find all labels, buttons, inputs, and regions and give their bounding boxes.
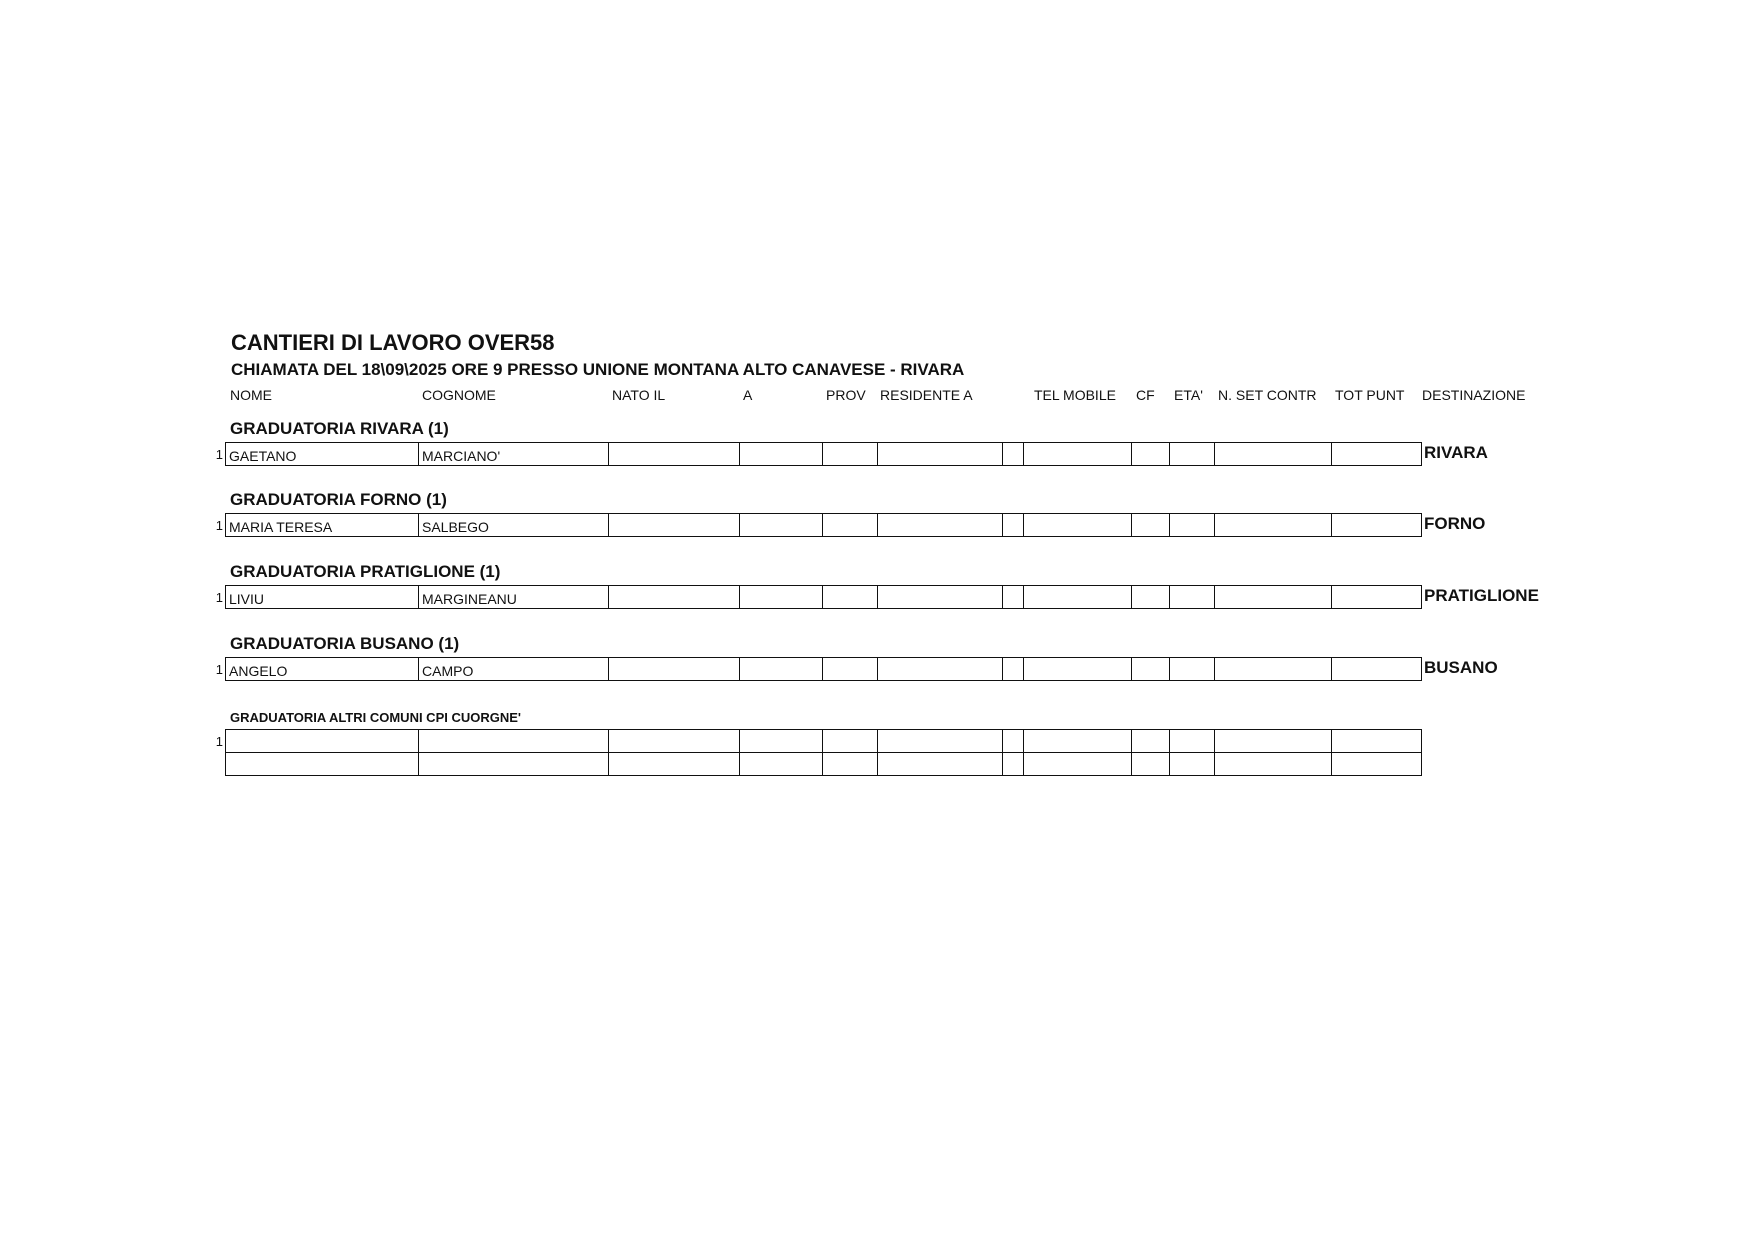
cell-tel-mobile [1024,514,1132,537]
row-number: 1 [215,590,223,605]
cell-n-set-contr [1215,514,1332,537]
table-row [226,730,1422,753]
row-number: 1 [215,447,223,462]
cell-residente-a [878,443,1003,466]
cell-cf [1132,658,1170,681]
row-number: 1 [215,734,223,749]
cell-a [740,443,823,466]
col-header-n-set-contr: N. SET CONTR [1218,387,1317,403]
cell-n-set-contr [1215,443,1332,466]
table-row [225,585,1422,609]
cell-cf [1132,586,1170,609]
table-row [225,657,1422,681]
cell-blank [1003,443,1024,466]
cell-nome: GAETANO [226,443,419,466]
cell-cognome: SALBEGO [419,514,609,537]
cell-nato-il [609,443,740,466]
cell-tel-mobile [1024,586,1132,609]
cell-tel-mobile [1024,443,1132,466]
table-row [225,513,1422,537]
cell-residente-a [878,586,1003,609]
cell-eta [1170,443,1215,466]
section-title-pratiglione: GRADUATORIA PRATIGLIONE (1) [230,562,501,581]
destination-pratiglione: PRATIGLIONE [1424,586,1539,605]
cell-eta [1170,514,1215,537]
col-header-cognome: COGNOME [422,387,496,403]
row-number: 1 [215,662,223,677]
cell-nome: ANGELO [226,658,419,681]
cell-nome: LIVIU [226,586,419,609]
table-empty-rows [225,729,1422,776]
cell-cf [1132,443,1170,466]
cell-tot-punt [1332,514,1422,537]
cell-tot-punt [1332,586,1422,609]
section-title-busano: GRADUATORIA BUSANO (1) [230,634,460,653]
destination-forno: FORNO [1424,514,1486,533]
cell-prov [823,586,878,609]
cell-eta [1170,658,1215,681]
col-header-tot-punt: TOT PUNT [1335,387,1405,403]
cell-prov [823,658,878,681]
cell-a [740,586,823,609]
section-title-rivara: GRADUATORIA RIVARA (1) [230,419,449,438]
col-header-residente-a: RESIDENTE A [880,387,973,403]
cell-cognome: MARGINEANU [419,586,609,609]
section-title-forno: GRADUATORIA FORNO (1) [230,490,447,509]
col-header-cf: CF [1136,387,1155,403]
cell-n-set-contr [1215,586,1332,609]
cell-nome: MARIA TERESA [226,514,419,537]
table-row [226,753,1422,776]
cell-nato-il [609,586,740,609]
cell-tot-punt [1332,658,1422,681]
document-title: CANTIERI DI LAVORO OVER58 [231,330,555,355]
destination-busano: BUSANO [1424,658,1498,677]
col-header-a: A [743,387,753,403]
col-header-destinazione: DESTINAZIONE [1422,387,1526,403]
col-header-eta: ETA' [1174,387,1203,403]
cell-tel-mobile [1024,658,1132,681]
cell-residente-a [878,658,1003,681]
cell-cognome: MARCIANO' [419,443,609,466]
cell-blank [1003,514,1024,537]
cell-prov [823,443,878,466]
cell-a [740,514,823,537]
cell-a [740,658,823,681]
cell-blank [1003,586,1024,609]
col-header-prov: PROV [826,387,866,403]
cell-nato-il [609,514,740,537]
cell-n-set-contr [1215,658,1332,681]
destination-rivara: RIVARA [1424,443,1488,462]
cell-nato-il [609,658,740,681]
cell-eta [1170,586,1215,609]
col-header-nome: NOME [230,387,272,403]
col-header-nato-il: NATO IL [612,387,666,403]
cell-prov [823,514,878,537]
row-number: 1 [215,518,223,533]
cell-residente-a [878,514,1003,537]
document-subtitle: CHIAMATA DEL 18\09\2025 ORE 9 PRESSO UNIONE MONTANA ALTO CANAVESE - RIVARA [231,360,965,379]
cell-blank [1003,658,1024,681]
table-row [225,442,1422,466]
col-header-tel-mobile: TEL MOBILE [1034,387,1116,403]
section-title-altri-comuni: GRADUATORIA ALTRI COMUNI CPI CUORGNE' [230,710,522,725]
cell-tot-punt [1332,443,1422,466]
cell-cf [1132,514,1170,537]
cell-cognome: CAMPO [419,658,609,681]
